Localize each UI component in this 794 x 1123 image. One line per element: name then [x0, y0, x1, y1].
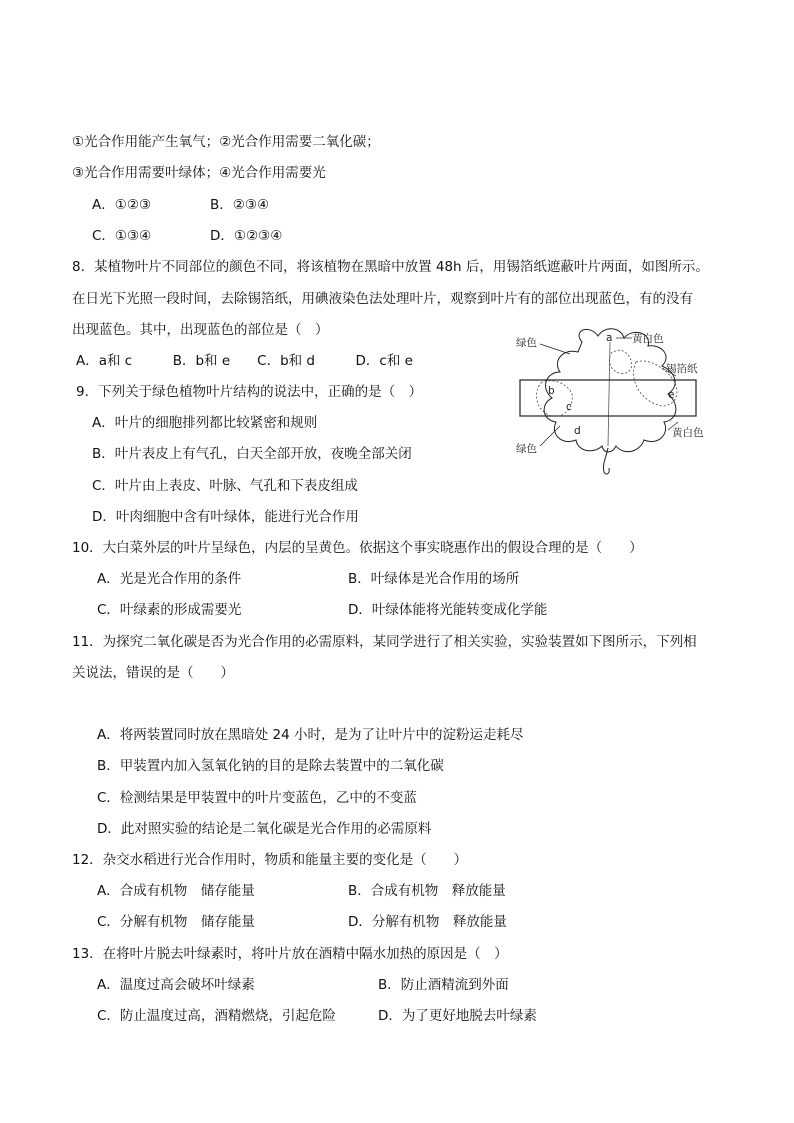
label-d: d — [574, 425, 581, 437]
q9-option-c: C．叶片由上表皮、叶脉、气孔和下表皮组成 — [92, 478, 358, 494]
label-yellow-top: 黄白色 — [632, 333, 664, 345]
label-green-bottom: 绿色 — [516, 443, 537, 455]
q8-stem-line-1: 8．某植物叶片不同部位的颜色不同，将该植物在黑暗中放置 48h 后，用锡箔纸遮蔽叶片两面，如图所示。 — [72, 259, 709, 275]
q12-option-a: A．合成有机物 储存能量 — [97, 883, 255, 899]
q9-option-b: B．叶片表皮上有气孔，白天全部开放，夜晚全部关闭 — [92, 446, 412, 462]
q11-stem-line-1: 11．为探究二氧化碳是否为光合作用的必需原料，某同学进行了相关实验，实验装置如下图所示，下列相 — [72, 634, 697, 650]
q13-option-b: B．防止酒精流到外面 — [378, 977, 509, 993]
q13-option-a: A．温度过高会破坏叶绿素 — [97, 977, 255, 993]
q11-option-a: A．将两装置同时放在黑暗处 24 小时，是为了让叶片中的淀粉运走耗尽 — [97, 727, 524, 743]
q8-options: A．a和 c B．b和 e C．b和 d D．c和 e — [76, 353, 413, 369]
q7-statement-line-2: ③光合作用需要叶绿体；④光合作用需要光 — [72, 165, 326, 181]
q13-option-d: D．为了更好地脱去叶绿素 — [378, 1008, 537, 1024]
q13-option-c: C．防止温度过高，酒精燃烧，引起危险 — [97, 1008, 336, 1024]
q9-option-d: D．叶肉细胞中含有叶绿体，能进行光合作用 — [92, 509, 359, 525]
q7-option-a: A．①②③ — [92, 197, 152, 213]
label-e: e — [668, 389, 675, 401]
leaf-foil-figure — [512, 322, 712, 480]
q8-stem-line-2: 在日光下光照一段时间，去除锡箔纸，用碘液染色法处理叶片，观察到叶片有的部位出现蓝色，有的没有 — [72, 291, 693, 307]
q7-option-d: D．①②③④ — [210, 228, 283, 244]
label-c: c — [566, 401, 572, 413]
q10-stem: 10．大白菜外层的叶片呈绿色，内层的呈黄色。依据这个事实晓惠作出的假设合理的是（ ） — [72, 540, 643, 556]
q13-stem: 13．在将叶片脱去叶绿素时，将叶片放在酒精中隔水加热的原因是（ ） — [72, 946, 508, 962]
q11-option-d: D．此对照实验的结论是二氧化碳是光合作用的必需原料 — [97, 821, 432, 837]
q10-option-a: A．光是光合作用的条件 — [97, 571, 242, 587]
q7-option-c: C．①③④ — [92, 228, 152, 244]
q11-option-c: C．检测结果是甲装置中的叶片变蓝色，乙中的不变蓝 — [97, 790, 417, 806]
q7-statement-line-1: ①光合作用能产生氧气；②光合作用需要二氧化碳； — [72, 134, 380, 150]
label-a: a — [606, 332, 613, 344]
q10-option-d: D．叶绿体能将光能转变成化学能 — [348, 602, 548, 618]
q10-option-b: B．叶绿体是光合作用的场所 — [348, 571, 520, 587]
label-b: b — [548, 385, 555, 397]
q12-option-d: D．分解有机物 释放能量 — [348, 914, 507, 930]
q11-stem-line-2: 关说法，错误的是（ ） — [72, 665, 234, 681]
label-yellow-bottom: 黄白色 — [672, 427, 704, 439]
label-green-top: 绿色 — [516, 337, 537, 349]
q12-stem: 12．杂交水稻进行光合作用时，物质和能量主要的变化是（ ） — [72, 852, 468, 868]
q10-option-c: C．叶绿素的形成需要光 — [97, 602, 242, 618]
label-foil: 锡箔纸 — [666, 363, 698, 375]
q9-stem: 9．下列关于绿色植物叶片结构的说法中，正确的是（ ） — [76, 384, 423, 400]
q9-option-a: A．叶片的细胞排列都比较紧密和规则 — [92, 415, 318, 431]
q12-option-c: C．分解有机物 储存能量 — [97, 914, 255, 930]
q12-option-b: B．合成有机物 释放能量 — [348, 883, 506, 899]
q11-option-b: B．甲装置内加入氢氧化钠的目的是除去装置中的二氧化碳 — [97, 758, 444, 774]
q8-stem-line-3: 出现蓝色。其中，出现蓝色的部位是（ ） — [72, 322, 329, 338]
q7-option-b: B．②③④ — [210, 197, 270, 213]
